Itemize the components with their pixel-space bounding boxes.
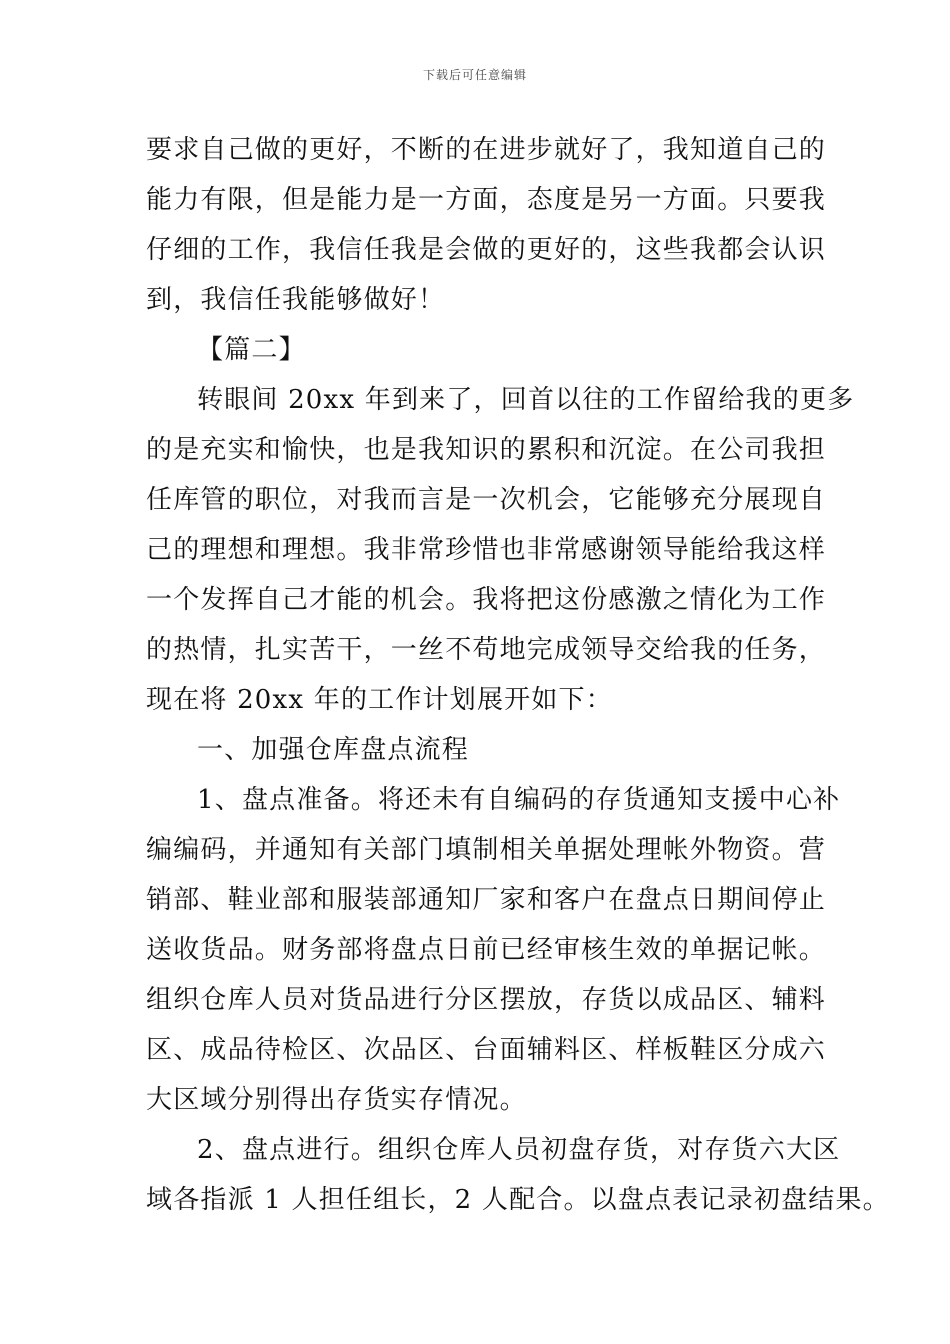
paragraph-line: 送收货品。财务部将盘点日前已经审核生效的单据记帐。 — [146, 935, 827, 965]
paragraph-line: 2、盘点进行。组织仓库人员初盘存货，对存货六大区 — [197, 1135, 841, 1165]
paragraph-line: 销部、鞋业部和服装部通知厂家和客户在盘点日期间停止 — [146, 885, 827, 915]
paragraph-line: 的是充实和愉快，也是我知识的累积和沉淀。在公司我担 — [146, 435, 827, 465]
paragraph-line: 域各指派 1 人担任组长，2 人配合。以盘点表记录初盘结果。 — [146, 1185, 890, 1215]
paragraph-line: 的热情，扎实苦干，一丝不苟地完成领导交给我的任务， — [146, 635, 827, 665]
subsection-heading: 一、加强仓库盘点流程 — [197, 735, 470, 765]
paragraph-line: 一个发挥自己才能的机会。我将把这份感激之情化为工作 — [146, 585, 827, 615]
paragraph-line: 组织仓库人员对货品进行分区摆放，存货以成品区、辅料 — [146, 985, 827, 1015]
section-heading: 【篇二】 — [197, 335, 306, 365]
page-header: 下载后可任意编辑 — [422, 68, 527, 82]
paragraph-line: 现在将 20xx 年的工作计划展开如下： — [146, 685, 613, 715]
paragraph-line: 到，我信任我能够做好！ — [146, 285, 446, 315]
paragraph-line: 仔细的工作，我信任我是会做的更好的，这些我都会认识 — [146, 235, 827, 265]
paragraph-line: 编编码，并通知有关部门填制相关单据处理帐外物资。营 — [146, 835, 827, 865]
paragraph-line: 要求自己做的更好，不断的在进步就好了，我知道自己的 — [146, 135, 827, 165]
paragraph-line: 1、盘点准备。将还未有自编码的存货通知支援中心补 — [197, 785, 841, 815]
paragraph-line: 能力有限，但是能力是一方面，态度是另一方面。只要我 — [146, 185, 827, 215]
paragraph-line: 任库管的职位，对我而言是一次机会，它能够充分展现自 — [146, 485, 827, 515]
paragraph-line: 大区域分别得出存货实存情况。 — [146, 1085, 527, 1115]
paragraph-line: 区、成品待检区、次品区、台面辅料区、样板鞋区分成六 — [146, 1035, 827, 1065]
paragraph-line: 己的理想和理想。我非常珍惜也非常感谢领导能给我这样 — [146, 535, 827, 565]
paragraph-line: 转眼间 20xx 年到来了，回首以往的工作留给我的更多 — [197, 385, 855, 415]
